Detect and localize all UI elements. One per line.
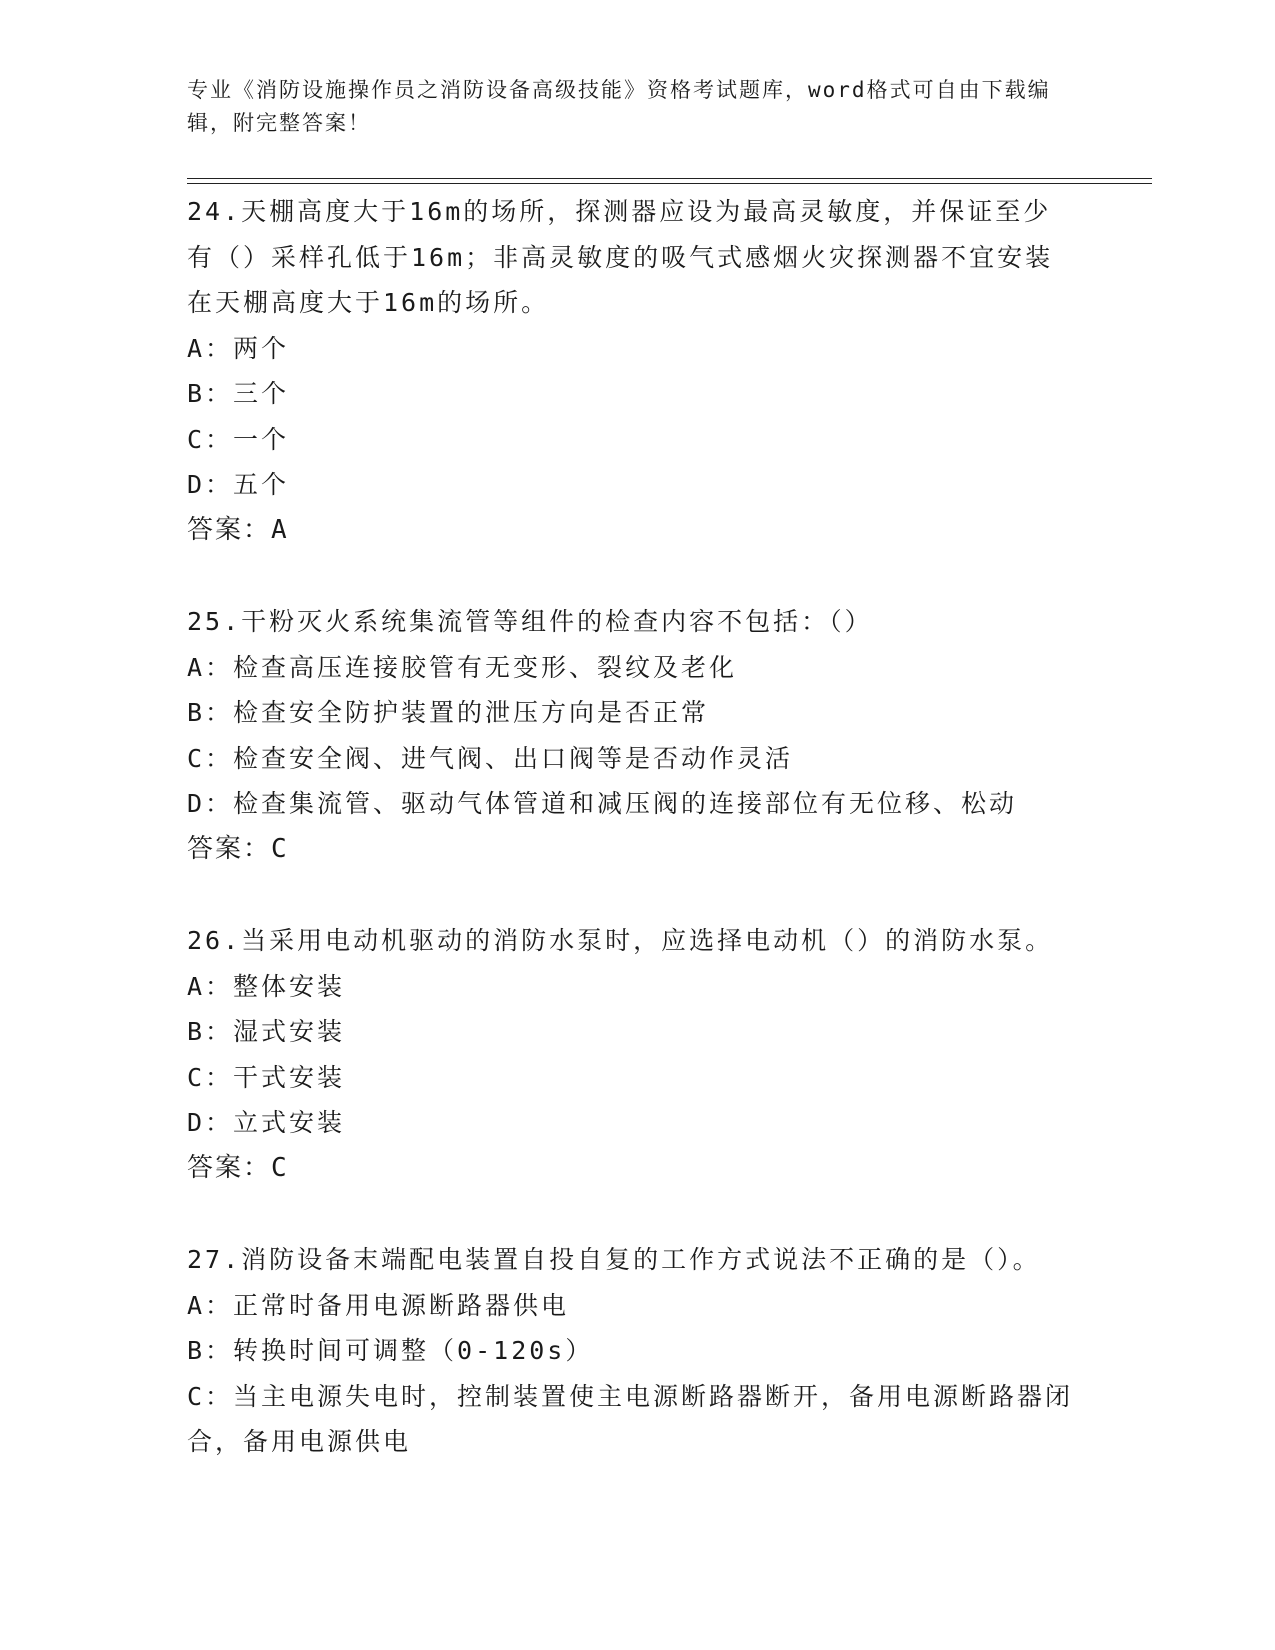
question-25 <box>187 599 1087 872</box>
option-b: B：转换时间可调整（0-120s） <box>187 1336 594 1365</box>
option-c: C：当主电源失电时，控制装置使主电源断路器断开，备用电源断路器闭合，备用电源供电 <box>187 1381 1074 1456</box>
header-rule-bottom <box>187 183 1152 184</box>
question-24 <box>187 189 1087 553</box>
option-a: A：两个 <box>187 333 290 363</box>
option-c: C：检查安全阀、进气阀、出口阀等是否动作灵活 <box>187 743 794 773</box>
answer-label: 答案：A <box>187 514 289 545</box>
option-c: C：一个 <box>187 424 290 454</box>
option-d: D：立式安装 <box>187 1108 346 1137</box>
option-d: D：检查集流管、驱动气体管道和减压阀的连接部位有无位移、松动 <box>187 789 1018 818</box>
option-a: A：整体安装 <box>187 971 346 1001</box>
question-26 <box>187 918 1087 1191</box>
header-rule-top <box>187 178 1152 179</box>
question-stem: 24.天棚高度大于16m的场所，探测器应设为最高灵敏度，并保证至少有（）采样孔低于16m；非高灵敏度的吸气式感烟火灾探测器不宜安装在天棚高度大于16m的场所。 <box>187 197 1054 317</box>
option-b: B：湿式安装 <box>187 1017 346 1046</box>
question-list <box>187 189 1087 1511</box>
document-header: 专业《消防设施操作员之消防设备高级技能》资格考试题库，word格式可自由下载编辑，附完整答案！ <box>187 78 1051 135</box>
question-stem: 25.干粉灭火系统集流管等组件的检查内容不包括：（） <box>187 607 873 636</box>
option-b: B：三个 <box>187 379 290 408</box>
option-b: B：检查安全防护装置的泄压方向是否正常 <box>187 698 710 727</box>
answer-label: 答案：C <box>187 833 289 864</box>
option-a: A：检查高压连接胶管有无变形、裂纹及老化 <box>187 652 738 682</box>
answer-label: 答案：C <box>187 1152 289 1183</box>
question-27 <box>187 1237 1087 1465</box>
question-stem: 26.当采用电动机驱动的消防水泵时，应选择电动机（）的消防水泵。 <box>187 926 1054 955</box>
option-d: D：五个 <box>187 470 290 499</box>
question-stem: 27.消防设备末端配电装置自投自复的工作方式说法不正确的是（）。 <box>187 1245 1041 1274</box>
option-a: A：正常时备用电源断路器供电 <box>187 1290 570 1320</box>
option-c: C：干式安装 <box>187 1062 346 1092</box>
